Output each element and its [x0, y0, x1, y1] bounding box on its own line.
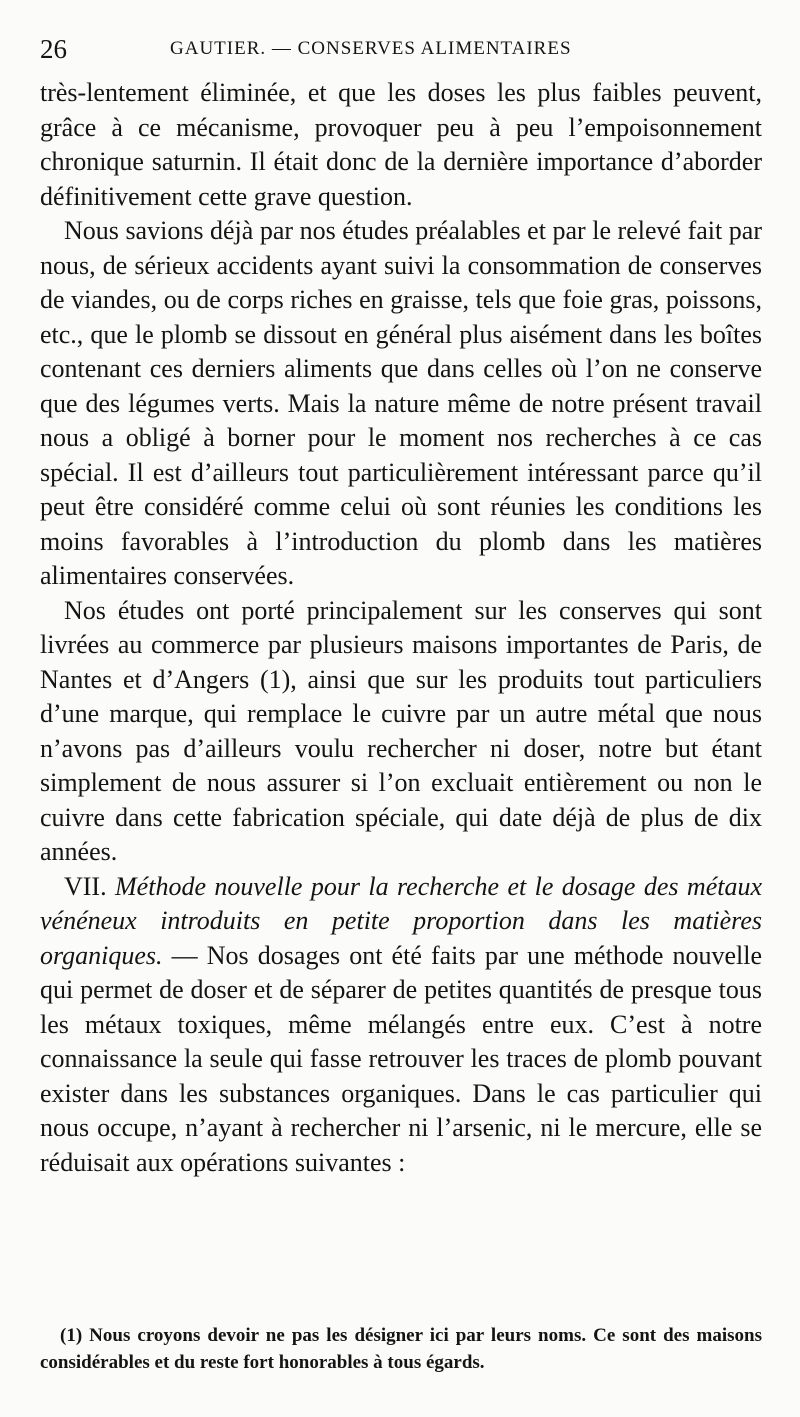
paragraph-3: Nos études ont porté principalement sur les conserves qui sont livrées au commerce par plusieurs maisons importantes de Paris, de Nantes et d’Angers (1), ainsi que sur les produits tout particuliers d’une marque, qui remplace le cuivre par un autre métal que nous n’avons pas d’ailleurs voulu rechercher ni doser, notre but étant simplement de nous assurer si l’on excluait entièrement ou non le cuivre dans cette fabrication spéciale, qui date déjà de plus de dix années. [40, 595, 762, 866]
body-text [40, 76, 762, 1180]
footnote [40, 1322, 762, 1376]
section-heading: Méthode nouvelle pour la recherche et le dosage des métaux vénéneux introduits en petite proportion dans les matières organiques. [40, 871, 763, 970]
page-header [40, 32, 760, 66]
section-number: VII. [64, 871, 107, 901]
footnote-text: (1) Nous croyons devoir ne pas les désigner ici par leurs noms. Ce sont des maisons considérables et du reste fort honorables à tous égards. [40, 1325, 762, 1373]
running-head: GAUTIER. — CONSERVES ALIMENTAIRES [170, 38, 572, 59]
paragraph-4: — Nos dosages ont été faits par une méthode nouvelle qui permet de doser et de séparer de petites quantités de presque tous les métaux toxiques, même mélangés entre eux. C’est à notre connaissance la seule qui fasse retrouver les traces de plomb pouvant exister dans les substances organiques. Dans le cas particulier qui nous occupe, n’ayant à rechercher ni l’arsenic, ni le mercure, elle se réduisait aux opérations suivantes : [40, 940, 762, 1177]
section-vii [40, 870, 762, 1181]
paragraph-1: très-lentement éliminée, et que les doses les plus faibles peuvent, grâce à ce mécanisme, provoquer peu à peu l’empoisonnement chronique saturnin. Il était donc de la dernière importance d’aborder définitivement cette grave question. [40, 78, 762, 211]
paragraph-2: Nous savions déjà par nos études préalables et par le relevé fait par nous, de sérieux accidents ayant suivi la consommation de conserves de viandes, ou de corps riches en graisse, tels que foie gras, poissons, etc., que le plomb se dissout en général plus aisément dans les boîtes contenant ces derniers aliments que dans celles où l’on ne conserve que des légumes verts. Mais la nature même de notre présent travail nous a obligé à borner pour le moment nos recherches à ce cas spécial. Il est d’ailleurs tout particulièrement intéressant parce qu’il peut être considéré comme celui où sont réunies les conditions les moins favorables à l’introduction du plomb dans les matières alimentaires conservées. [40, 216, 762, 590]
page-number: 26 [40, 34, 67, 64]
